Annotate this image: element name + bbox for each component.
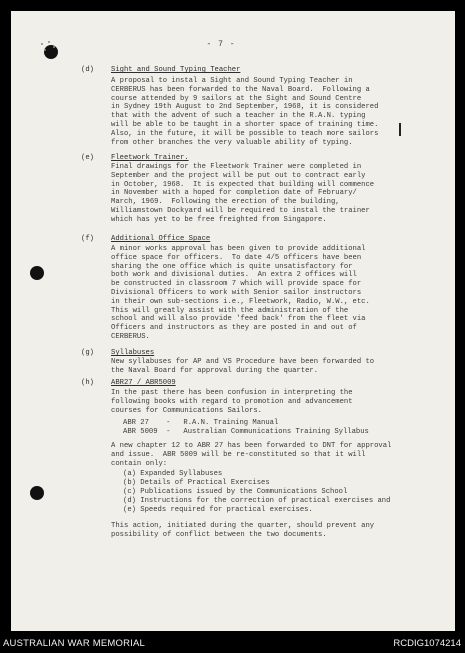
section-letter: (d) [81, 66, 94, 74]
section-body: A minor works approval has been given to provide additional office space for officers. To date 4/5 officers have been sharing the one office which is quite unsatisfactory for both work and divisional duties. An extra 2 offices will be constructed in classroom 7 which will provide space for Divisional Officers to work with Senior sailor instructors in their own sub-sections i.e., Fleetwork, Radio, W.W., etc. This will greatly assist with the administration of the school and will also provide 'feed back' from the fleet via Officers and instructors as they are posted in and out of CERBERUS. [111, 245, 370, 341]
abr-list-item: ABR 5009 - Australian Communications Training Syllabus [123, 428, 369, 436]
section-body: Final drawings for the Fleetwork Trainer were completed in September and the project will be put out to contract early in October, 1968. It is expected that building will commence in November with a hoped for completion date of February/ March, 1969. Following the erection of the building, Williamstown Dockyard will be required to instal the trainer which has yet to be free freighted from Singapore. [111, 163, 375, 224]
section-body: A proposal to instal a Sight and Sound Typing Teacher in CERBERUS has been forwarded to the Naval Board. Following a course attended by 9 sailors at the Sight and Sound Centre in Sydney 19th August to 2nd September, 1968, it is considered that with the advent of such a teacher in the R.A.N. typing will be able to be taught in a shorter space of training time. Also, in the future, it will be possible to teach more sailors from other branches the very valuable ability of typing. [111, 77, 379, 147]
section-heading: Syllabuses [111, 349, 155, 357]
abr-content-item: (d) Instructions for the correction of practical exercises and [123, 497, 391, 505]
abr-content-item: (b) Details of Practical Exercises [123, 479, 270, 487]
section-letter: (h) [81, 379, 94, 387]
section-heading: Additional Office Space [111, 235, 211, 243]
document-page [11, 11, 455, 631]
abr-content-item: (e) Speeds required for practical exercises. [123, 506, 313, 514]
abr-content-item: (a) Expanded Syllabuses [123, 470, 223, 478]
section-body: In the past there has been confusion in interpreting the following books with regard to promotion and advancement courses for Communications Sailors. [111, 389, 353, 415]
page-number: - 7 - [206, 40, 236, 49]
closing-paragraph: This action, initiated during the quarter, should prevent any possibility of conflict between the two documents. [111, 522, 375, 539]
footer-record-id: RCDIG1074214 [393, 638, 461, 649]
section-heading: Sight and Sound Typing Teacher [111, 66, 241, 74]
abr-list-item: ABR 27 - R.A.N. Training Manual [123, 419, 279, 427]
document-body [11, 11, 455, 631]
section-letter: (e) [81, 154, 94, 162]
section-heading: ABR27 / ABR5009 [111, 379, 176, 387]
section-letter: (f) [81, 235, 94, 243]
section-letter: (g) [81, 349, 94, 357]
footer-institution: AUSTRALIAN WAR MEMORIAL [3, 638, 146, 649]
archive-footer [0, 634, 465, 653]
section-heading: Fleetwork Trainer. [111, 154, 189, 162]
margin-mark [399, 123, 401, 136]
section-body: New syllabuses for AP and VS Procedure have been forwarded to the Naval Board for approval during the quarter. [111, 358, 375, 375]
abr-content-item: (c) Publications issued by the Communications School [123, 488, 348, 496]
abr-followup: A new chapter 12 to ABR 27 has been forwarded to DNT for approval and issue. ABR 5009 will be re-constituted so that it will contain only: [111, 442, 392, 468]
